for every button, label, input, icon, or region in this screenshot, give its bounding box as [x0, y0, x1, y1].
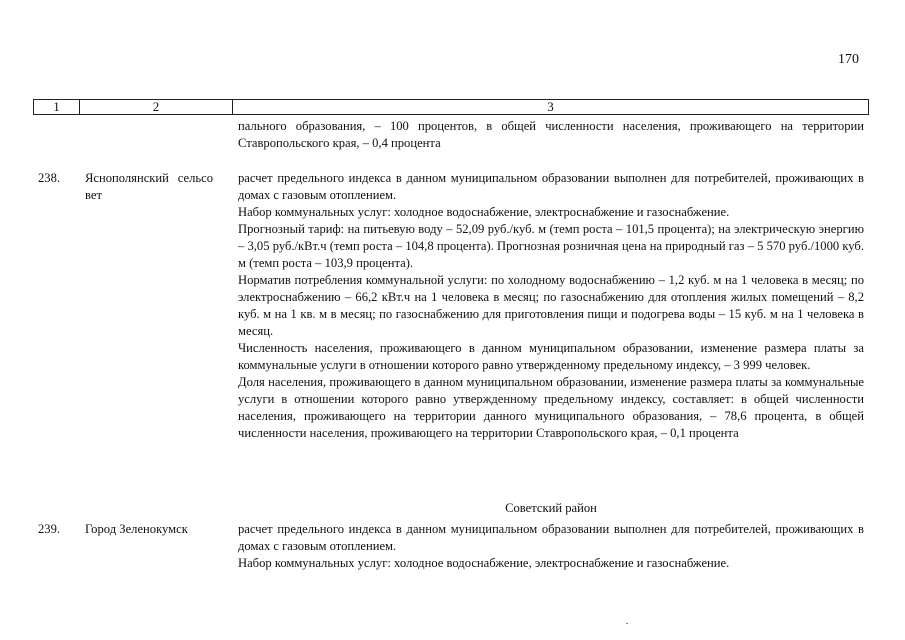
continuation-paragraph: пального образования, – 100 процентов, в общей численности населения, проживающего на территории Ставропольского края, – 0,4 процента	[238, 119, 864, 150]
column-header-3: 3	[547, 99, 554, 114]
entry-description	[238, 170, 864, 442]
entry-name	[85, 170, 225, 204]
scan-speck	[626, 623, 628, 624]
entry-name-text: Яснополянский сельсовет	[85, 171, 213, 202]
entry-description	[238, 521, 864, 572]
entry-paragraph: Прогнозный тариф: на питьевую воду – 52,09 руб./куб. м (темп роста – 101,5 процента); на электрическую энергию – 3,05 руб./кВт.ч (темп роста – 104,8 процента). Прогнозная розничная цена на природный газ – 5 570 руб./1000 куб. м (темп роста – 103,9 процента).	[238, 222, 864, 270]
entry-paragraph: расчет предельного индекса в данном муниципальном образовании выполнен для потребителей, проживающих в домах с газовым отоплением.	[238, 522, 864, 553]
entry-number: 239.	[38, 522, 61, 536]
entry-paragraph: Набор коммунальных услуг: холодное водоснабжение, электроснабжение и газоснабжение.	[238, 556, 730, 570]
entry-name: Город Зеленокумск	[85, 522, 188, 536]
entry-number: 238.	[38, 171, 61, 185]
entry-paragraph: Доля населения, проживающего в данном муниципальном образовании, изменение размера платы за коммунальные услуги в отношении которого равно утвержденному предельному индексу, составляет: в общей численности населения, проживающего на территории данного муниципального образования, – 78,6 процента, в общей численности населения, проживающего на территории Ставропольского края, – 0,1 процента	[238, 375, 864, 440]
entry-paragraph: Норматив потребления коммунальной услуги: по холодному водоснабжению – 1,2 куб. м на 1 человека в месяц; по электроснабжению – 66,2 кВт.ч на 1 человека в месяц; по газоснабжению для отопления жилых помещений – 8,2 куб. м на 1 кв. м в месяц; по газоснабжению для приготовления пищи и подогрева воды – 15 куб. м на 1 человека в месяц.	[238, 273, 864, 338]
page-number: 170	[838, 52, 859, 67]
column-header-row	[33, 99, 869, 115]
entry-paragraph: расчет предельного индекса в данном муниципальном образовании выполнен для потребителей, проживающих в домах с газовым отоплением.	[238, 171, 864, 202]
column-header-1: 1	[53, 99, 60, 114]
column-header-2: 2	[152, 99, 160, 114]
section-title: Советский район	[505, 501, 597, 515]
entry-paragraph: Численность населения, проживающего в данном муниципальном образовании, изменение размера платы за коммунальные услуги в отношении которого равно утвержденному предельному индексу, – 3 999 человек.	[238, 341, 864, 372]
continuation-text	[238, 118, 864, 152]
entry-paragraph: Набор коммунальных услуг: холодное водоснабжение, электроснабжение и газоснабжение.	[238, 205, 730, 219]
